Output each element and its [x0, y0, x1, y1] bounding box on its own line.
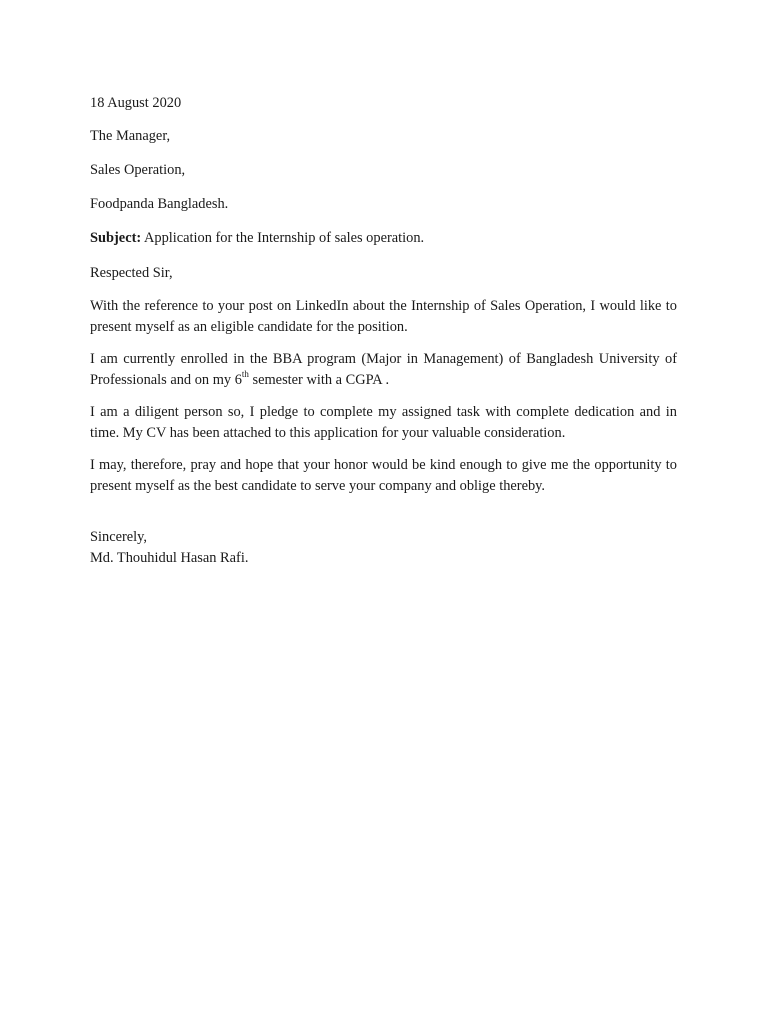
recipient-title: The Manager, [90, 128, 171, 144]
letter-page [90, 93, 677, 569]
body-paragraph-2 [90, 349, 677, 391]
recipient-block [90, 126, 677, 215]
ordinal-superscript: th [241, 369, 249, 380]
closing: Sincerely, [90, 529, 148, 545]
subject-line [90, 228, 677, 249]
body-paragraph-3: I am a diligent person so, I pledge to complete my assigned task with complete dedication and in time. My CV has been attached to this application for your valuable consideration. [90, 404, 677, 441]
paragraph-2-text-end: semester with a CGPA . [248, 372, 390, 388]
subject-text: Application for the Internship of sales operation. [141, 230, 425, 246]
recipient-company: Foodpanda Bangladesh. [90, 196, 229, 212]
salutation: Respected Sir, [90, 265, 173, 281]
recipient-department: Sales Operation, [90, 162, 186, 178]
subject-label: Subject: [90, 230, 142, 246]
paragraph-2-text: I am currently enrolled in the BBA program (Major in Management) of Bangladesh University of Professionals and on my 6 [90, 351, 677, 388]
signature-name: Md. Thouhidul Hasan Rafi. [90, 550, 249, 566]
body-paragraph-4: I may, therefore, pray and hope that your honor would be kind enough to give me the opportunity to present myself as the best candidate to serve your company and oblige thereby. [90, 457, 677, 494]
letter-date: 18 August 2020 [90, 95, 182, 111]
body-paragraph-1: With the reference to your post on LinkedIn about the Internship of Sales Operation, I would like to present myself as an eligible candidate for the position. [90, 298, 677, 335]
